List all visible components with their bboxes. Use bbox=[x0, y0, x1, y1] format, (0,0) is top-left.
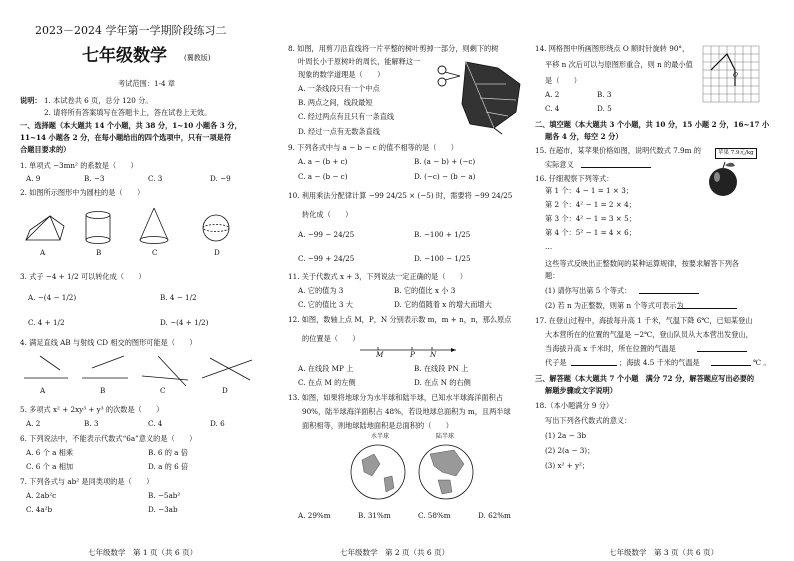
q7-option-c[interactable]: C. 4a²b bbox=[26, 505, 53, 514]
q6-option-c[interactable]: C. 6 个 a 相加 bbox=[26, 462, 74, 471]
question-14-line-2: 平移 n 次后可以与原图形重合，则 n 的最小值 bbox=[545, 60, 693, 69]
q11-option-a[interactable]: A. 它的值为 3 bbox=[298, 286, 344, 295]
q4-lines-figure bbox=[20, 350, 265, 390]
q11-option-d[interactable]: D. 它的值随着 x 的增大而增大 bbox=[394, 300, 492, 309]
q1-option-c[interactable]: C. 3 bbox=[148, 174, 163, 183]
question-6: 6. 下列说法中，不能表示代数式“6a”意义的是（ ） bbox=[20, 434, 197, 443]
question-12: 12. 如图，数轴上点 M，P，N 分别表示数 m，m + n，n，那么原点 bbox=[288, 315, 512, 324]
q1-option-b[interactable]: B. −3 bbox=[84, 174, 105, 183]
q16-eq-4: 第 4 个：5² − 1 = 4 × 6； bbox=[545, 228, 636, 237]
q13-option-b[interactable]: B. 31%m bbox=[358, 511, 391, 520]
globes-figure bbox=[350, 442, 500, 502]
q3-option-c[interactable]: C. 4 + 1/2 bbox=[28, 318, 65, 327]
q13-option-a[interactable]: A. 29%m bbox=[298, 511, 331, 520]
exam-scope: 考试范围：1-4 章 bbox=[118, 79, 175, 88]
q12-option-b[interactable]: B. 在线段 PN 上 bbox=[414, 364, 469, 373]
q14-option-d[interactable]: D. 5 bbox=[597, 104, 612, 113]
question-13: 13. 如图，如果将地球分为水半球和陆半球，已知水半球海洋面积占 bbox=[288, 393, 503, 402]
section-2-heading: 二、填空题（本大题共 3 个小题，共 10 分，15 小题 2 分，16~17 小 bbox=[535, 120, 770, 129]
question-8-line-3: 现象的数学道理是（ ） bbox=[298, 70, 385, 79]
q18-item-1: (1) 2a − 3b bbox=[545, 431, 587, 440]
section-3-heading: 三、解答题（本大题共 7 个小题 满分 72 分，解答题应写出必要的 bbox=[535, 374, 755, 383]
q16-instruction-2: 题： bbox=[545, 271, 560, 280]
q9-option-c[interactable]: C. a − (b − c) bbox=[298, 172, 348, 181]
question-12-line-2: 的位置是（ ） bbox=[302, 334, 360, 343]
page-2 bbox=[288, 0, 530, 561]
apple-image bbox=[705, 160, 745, 198]
q4-label-d[interactable]: D bbox=[222, 386, 228, 395]
q2-label-d[interactable]: D bbox=[214, 248, 220, 257]
note-1: 1. 本试卷共 6 页，总分 120 分。 bbox=[44, 96, 153, 105]
note-2: 2. 请将所有答案填写在答题卡上，答在试卷上无效。 bbox=[44, 108, 212, 117]
question-14-line-3: 是（ ） bbox=[545, 76, 581, 85]
edition: (冀教版) bbox=[184, 54, 211, 62]
page-1 bbox=[20, 0, 265, 561]
q11-option-c[interactable]: C. 它的值比 3 大 bbox=[298, 300, 353, 309]
axis-label-m: M bbox=[376, 350, 384, 359]
question-15-line-2: 实际意义 bbox=[545, 160, 574, 169]
q2-solids-figure bbox=[20, 200, 265, 255]
page-3 bbox=[535, 0, 780, 561]
question-13-line-3: 面积相等，则地球陆地面积是总面积的（ ） bbox=[302, 421, 453, 430]
q16-part-1: (1) 请你写出第 5 个等式： bbox=[545, 286, 632, 295]
section-2-heading-2: 题各 4 分，每空 2 分） bbox=[545, 132, 623, 141]
q5-option-a[interactable]: A. 2 bbox=[26, 419, 41, 428]
leaf-scissors-image bbox=[436, 54, 526, 134]
q10-option-a[interactable]: A. −99 − 24/25 bbox=[298, 230, 355, 239]
q2-label-b[interactable]: B bbox=[96, 248, 102, 257]
q16-1-answer-blank[interactable] bbox=[639, 286, 699, 294]
page-1-footer: 七年级数学 第 1 页（共 6 页） bbox=[88, 547, 198, 557]
q7-option-d[interactable]: D. −3ab bbox=[148, 505, 178, 514]
section-3-heading-2: 解题步骤或文字说明） bbox=[545, 386, 617, 395]
question-5: 5. 多项式 x² + 2xy³ + y³ 的次数是（ ） bbox=[20, 405, 164, 414]
question-3: 3. 式子 −4 + 1/2 可以转化成（ ） bbox=[20, 272, 146, 281]
q8-option-a[interactable]: A. 一条线段只有一个中点 bbox=[298, 84, 380, 93]
q17-answer-blank-3[interactable] bbox=[711, 358, 751, 366]
axis-label-n: N bbox=[430, 350, 437, 359]
q16-eq-3: 第 3 个：4² − 1 = 3 × 5； bbox=[545, 214, 636, 223]
q8-option-d[interactable]: D. 经过一点有无数条直线 bbox=[298, 127, 380, 136]
q4-label-b[interactable]: B bbox=[100, 386, 106, 395]
question-1: 1. 单项式 −3mn² 的系数是（ ） bbox=[20, 161, 138, 170]
q5-option-d[interactable]: D. 6 bbox=[210, 419, 225, 428]
q12-option-d[interactable]: D. 在点 N 的右侧 bbox=[414, 378, 471, 387]
q18-item-3: (3) x² + y²； bbox=[545, 461, 590, 470]
q8-option-b[interactable]: B. 两点之间，线段最短 bbox=[298, 98, 373, 107]
question-13-line-2: 90%，陆半球海洋面积占 48%，若设地球总面积为 m，且两半球 bbox=[302, 407, 511, 416]
q2-label-a[interactable]: A bbox=[40, 248, 46, 257]
q6-option-a[interactable]: A. 6 个 a 相乘 bbox=[26, 448, 74, 457]
question-4: 4. 满足直线 AB 与射线 CD 相交的图形可能是（ ） bbox=[20, 338, 197, 347]
page-3-footer: 七年级数学 第 3 页（共 6 页） bbox=[609, 547, 719, 557]
question-17-line-4: 代子是 bbox=[545, 358, 567, 367]
question-2: 2. 如图所示图形中为圆柱的是（ ） bbox=[20, 188, 145, 197]
globe-label-water: 水半球 bbox=[371, 433, 390, 440]
question-17-line-2: 大本营所在的位置的气温是 −2℃，登山队员从大本营出发登山， bbox=[545, 330, 753, 339]
q5-option-c[interactable]: C. 4 bbox=[148, 419, 163, 428]
q2-label-c[interactable]: C bbox=[152, 248, 158, 257]
q1-option-d[interactable]: D. −9 bbox=[210, 174, 231, 183]
question-7: 7. 下列各式与 ab² 是同类项的是（ ） bbox=[20, 477, 154, 486]
question-11: 11. 关于代数式 x + 3，下列说法一定正确的是（ ） bbox=[288, 272, 467, 281]
question-15: 15. 在超市，某苹果价格如图，说明代数式 7.9m 的 bbox=[535, 146, 701, 155]
globe-label-land: 陆半球 bbox=[436, 433, 455, 440]
q4-label-a[interactable]: A bbox=[40, 386, 46, 395]
q3-option-b[interactable]: B. 4 − 1/2 bbox=[160, 293, 197, 302]
question-14: 14. 网格图中所画图形绕点 O 顺时针旋转 90°， bbox=[535, 44, 690, 53]
page-2-footer: 七年级数学 第 2 页（共 6 页） bbox=[340, 547, 450, 557]
question-17-line-3: 当海拔升高 x 千米时，所在位置的气温是 bbox=[545, 344, 676, 353]
q9-option-d[interactable]: D. (−c) − (b − a) bbox=[414, 172, 476, 181]
question-8-line-2: 叶周长小于原树叶的周长，能解释这一 bbox=[298, 57, 421, 66]
q3-option-a[interactable]: A. −(4 − 1/2) bbox=[28, 293, 77, 302]
section-1-heading-2: 11~14 小题各 2 分，在每小题给出的四个选项中，只有一项是符 bbox=[20, 133, 232, 142]
q10-option-b[interactable]: B. −100 + 1/25 bbox=[414, 230, 471, 239]
q5-option-b[interactable]: B. 3 bbox=[84, 419, 99, 428]
q4-label-c[interactable]: C bbox=[160, 386, 166, 395]
q10-option-c[interactable]: C. −99 + 24/25 bbox=[298, 254, 355, 263]
q16-2-answer-blank[interactable] bbox=[677, 301, 737, 309]
section-1-heading: 一、选择题（本大题共 14 个小题，共 38 分，1~10 小题各 3 分， bbox=[20, 121, 242, 130]
q14-option-b[interactable]: B. 3 bbox=[597, 90, 612, 99]
q17-answer-blank-2[interactable] bbox=[571, 358, 617, 366]
q14-option-c[interactable]: C. 4 bbox=[545, 104, 560, 113]
question-9: 9. 下列各式中与 a − b − c 的值不相等的是（ ） bbox=[288, 143, 458, 152]
q8-option-c[interactable]: C. 经过两点有且只有一条直线 bbox=[298, 112, 395, 121]
q14-option-a[interactable]: A. 2 bbox=[545, 90, 560, 99]
q9-option-b[interactable]: B. (a − b) + (−c) bbox=[414, 157, 476, 166]
q16-eq-1: 第 1 个：4 − 1 = 1 × 3； bbox=[545, 186, 633, 195]
q18-item-2: (2) 2(a − 3)； bbox=[545, 446, 595, 455]
q11-option-b[interactable]: B. 它的值比 x 小 3 bbox=[394, 286, 456, 295]
question-18: 18.（本小题满分 9 分） bbox=[535, 401, 614, 410]
exam-header: 2023－2024 学年第一学期阶段练习二 bbox=[35, 24, 227, 37]
note-label: 说明： bbox=[20, 96, 42, 105]
q15-answer-blank[interactable] bbox=[581, 160, 651, 168]
q16-eq-2: 第 2 个：4² − 1 = 2 × 4； bbox=[545, 200, 636, 209]
q17-answer-blank-1[interactable] bbox=[697, 344, 747, 352]
q1-option-a[interactable]: A. 9 bbox=[26, 174, 41, 183]
question-17-line-5: ；海拔 4.5 千米的气温是 bbox=[619, 358, 700, 367]
question-8: 8. 如图，用剪刀沿直线将一片平整的树叶剪掉一部分，则剩下的树 bbox=[288, 44, 499, 53]
question-10-line-2: 转化成（ ） bbox=[302, 210, 353, 219]
q16-instruction: 这些等式反映出正整数间的某种运算规律，按要求解答下列各 bbox=[545, 259, 740, 268]
q10-option-d[interactable]: D. −100 − 1/25 bbox=[414, 254, 471, 263]
q16-part-2: (2) 若 n 为正整数，则第 n 个等式可表示为 bbox=[545, 301, 684, 310]
q12-option-c[interactable]: C. 在点 M 的左侧 bbox=[298, 378, 356, 387]
question-16: 16. 仔细观察下列等式： bbox=[535, 174, 614, 183]
q3-option-d[interactable]: D. −(4 + 1/2) bbox=[160, 318, 209, 327]
q9-option-a[interactable]: A. a − (b + c) bbox=[298, 157, 348, 166]
q13-option-d[interactable]: D. 62%m bbox=[478, 511, 511, 520]
question-17: 17. 在登山过程中，海拔每升高 1 千米，气温下降 6℃，已知某登山 bbox=[535, 316, 753, 325]
price-tag: 苹果 7.9元/kg bbox=[715, 148, 757, 159]
q6-option-d[interactable]: D. a 的 6 倍 bbox=[148, 462, 189, 471]
q6-option-b[interactable]: B. 6 的 a 倍 bbox=[148, 448, 188, 457]
point-o-label: O bbox=[733, 72, 738, 79]
q7-option-a[interactable]: A. 2ab²c bbox=[26, 491, 57, 500]
question-18-prompt: 写出下列各代数式的意义： bbox=[545, 416, 632, 425]
axis-label-p: P bbox=[410, 350, 415, 359]
section-1-heading-3: 合题目要求的） bbox=[20, 145, 71, 154]
page-title: 七年级数学 bbox=[82, 46, 167, 66]
question-17-unit: ℃ 。 bbox=[753, 358, 771, 367]
q7-option-b[interactable]: B. −5ab² bbox=[148, 491, 181, 500]
q13-option-c[interactable]: C. 58%m bbox=[418, 511, 451, 520]
q12-option-a[interactable]: A. 在线段 MP 上 bbox=[298, 364, 354, 373]
q16-ellipsis: … bbox=[545, 242, 553, 251]
question-10: 10. 利用乘法分配律计算 −99 24/25 × (−5) 时，需要将 −99 24/25 bbox=[288, 191, 513, 200]
